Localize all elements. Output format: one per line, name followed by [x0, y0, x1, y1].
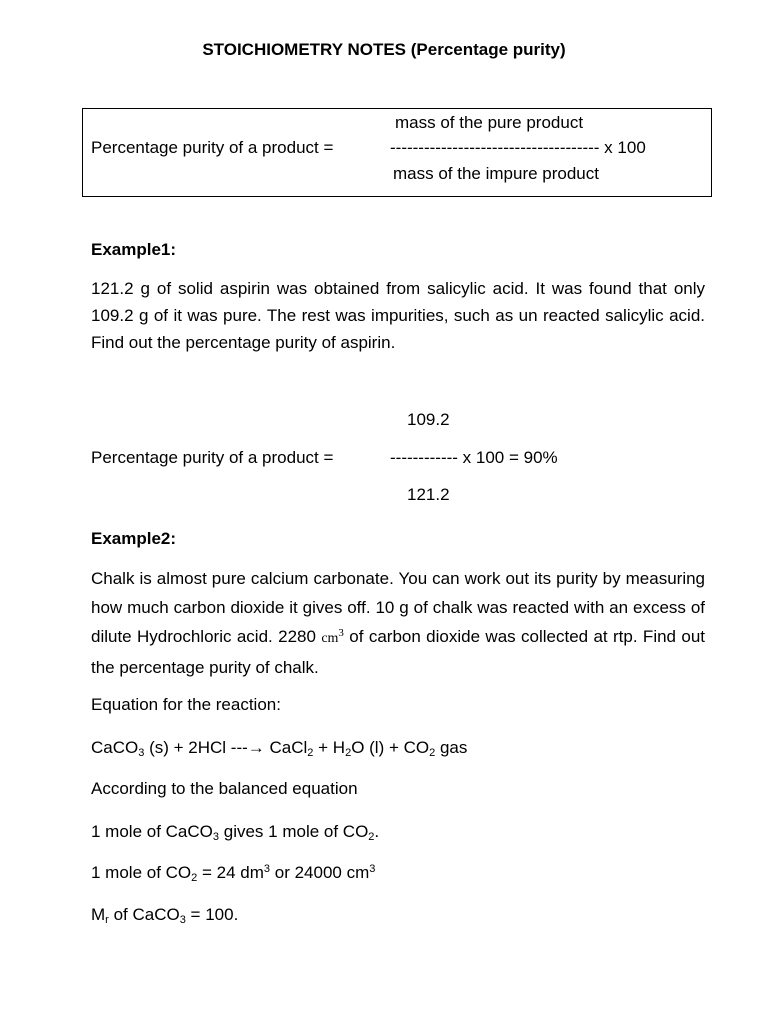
molar-volume: 1 mole of $CO_2 = 24$ $dm^3$ or 24000 $cm^3$: [91, 863, 376, 884]
formula-label: Percentage purity of a product =: [91, 138, 334, 157]
example2-heading: Example2:: [91, 529, 177, 548]
example1-calc-label: Percentage purity of a product =: [91, 448, 334, 467]
unit-cm: $cm^3$: [321, 627, 344, 646]
balanced-intro: According to the balanced equation: [91, 779, 358, 798]
example2-text: Chalk is almost pure calcium carbonate. You can work out its purity by measuring how much carbon dioxide it gives off. 10 g of chalk was reacted with an excess of dilute Hydrochloric acid. 2280 $cm^3$ of carbon dioxide was collected at rtp. Find out the percentage purity of chalk.: [91, 569, 706, 677]
formula-denominator: mass of the impure product: [393, 164, 599, 183]
example1-numerator: 109.2: [407, 410, 450, 429]
page-title: STOICHIOMETRY NOTES (Percentage purity): [202, 40, 566, 59]
molar-mass: $M_r$ of CaCO$_3$ = 100.: [91, 905, 239, 926]
reaction-equation: CaCO$_3$ (s) + 2HCl ---→ CaCl$_2$ + $H_2O$ $(l) + CO_2$ gas: [91, 738, 468, 759]
equation-intro: Equation for the reaction:: [91, 695, 281, 714]
example1-heading: Example1:: [91, 240, 177, 259]
example1-fraction-line: ------------ x 100 = 90%: [390, 448, 558, 467]
mole-relation: 1 mole of CaCO$_3$ gives 1 mole of $CO_2$.: [91, 822, 380, 843]
formula-numerator: mass of the pure product: [395, 113, 584, 132]
formula-fraction-line: ------------------------------------- x 100: [390, 138, 646, 157]
example1-text: 121.2 g of solid aspirin was obtained from salicylic acid. It was found that only 109.2 g of it was pure. The rest was impurities, such as un reacted salicylic acid. Find out the percentage purity of aspirin.: [91, 279, 705, 352]
example1-denominator: 121.2: [407, 485, 450, 504]
arrow-icon: →: [247, 738, 265, 757]
